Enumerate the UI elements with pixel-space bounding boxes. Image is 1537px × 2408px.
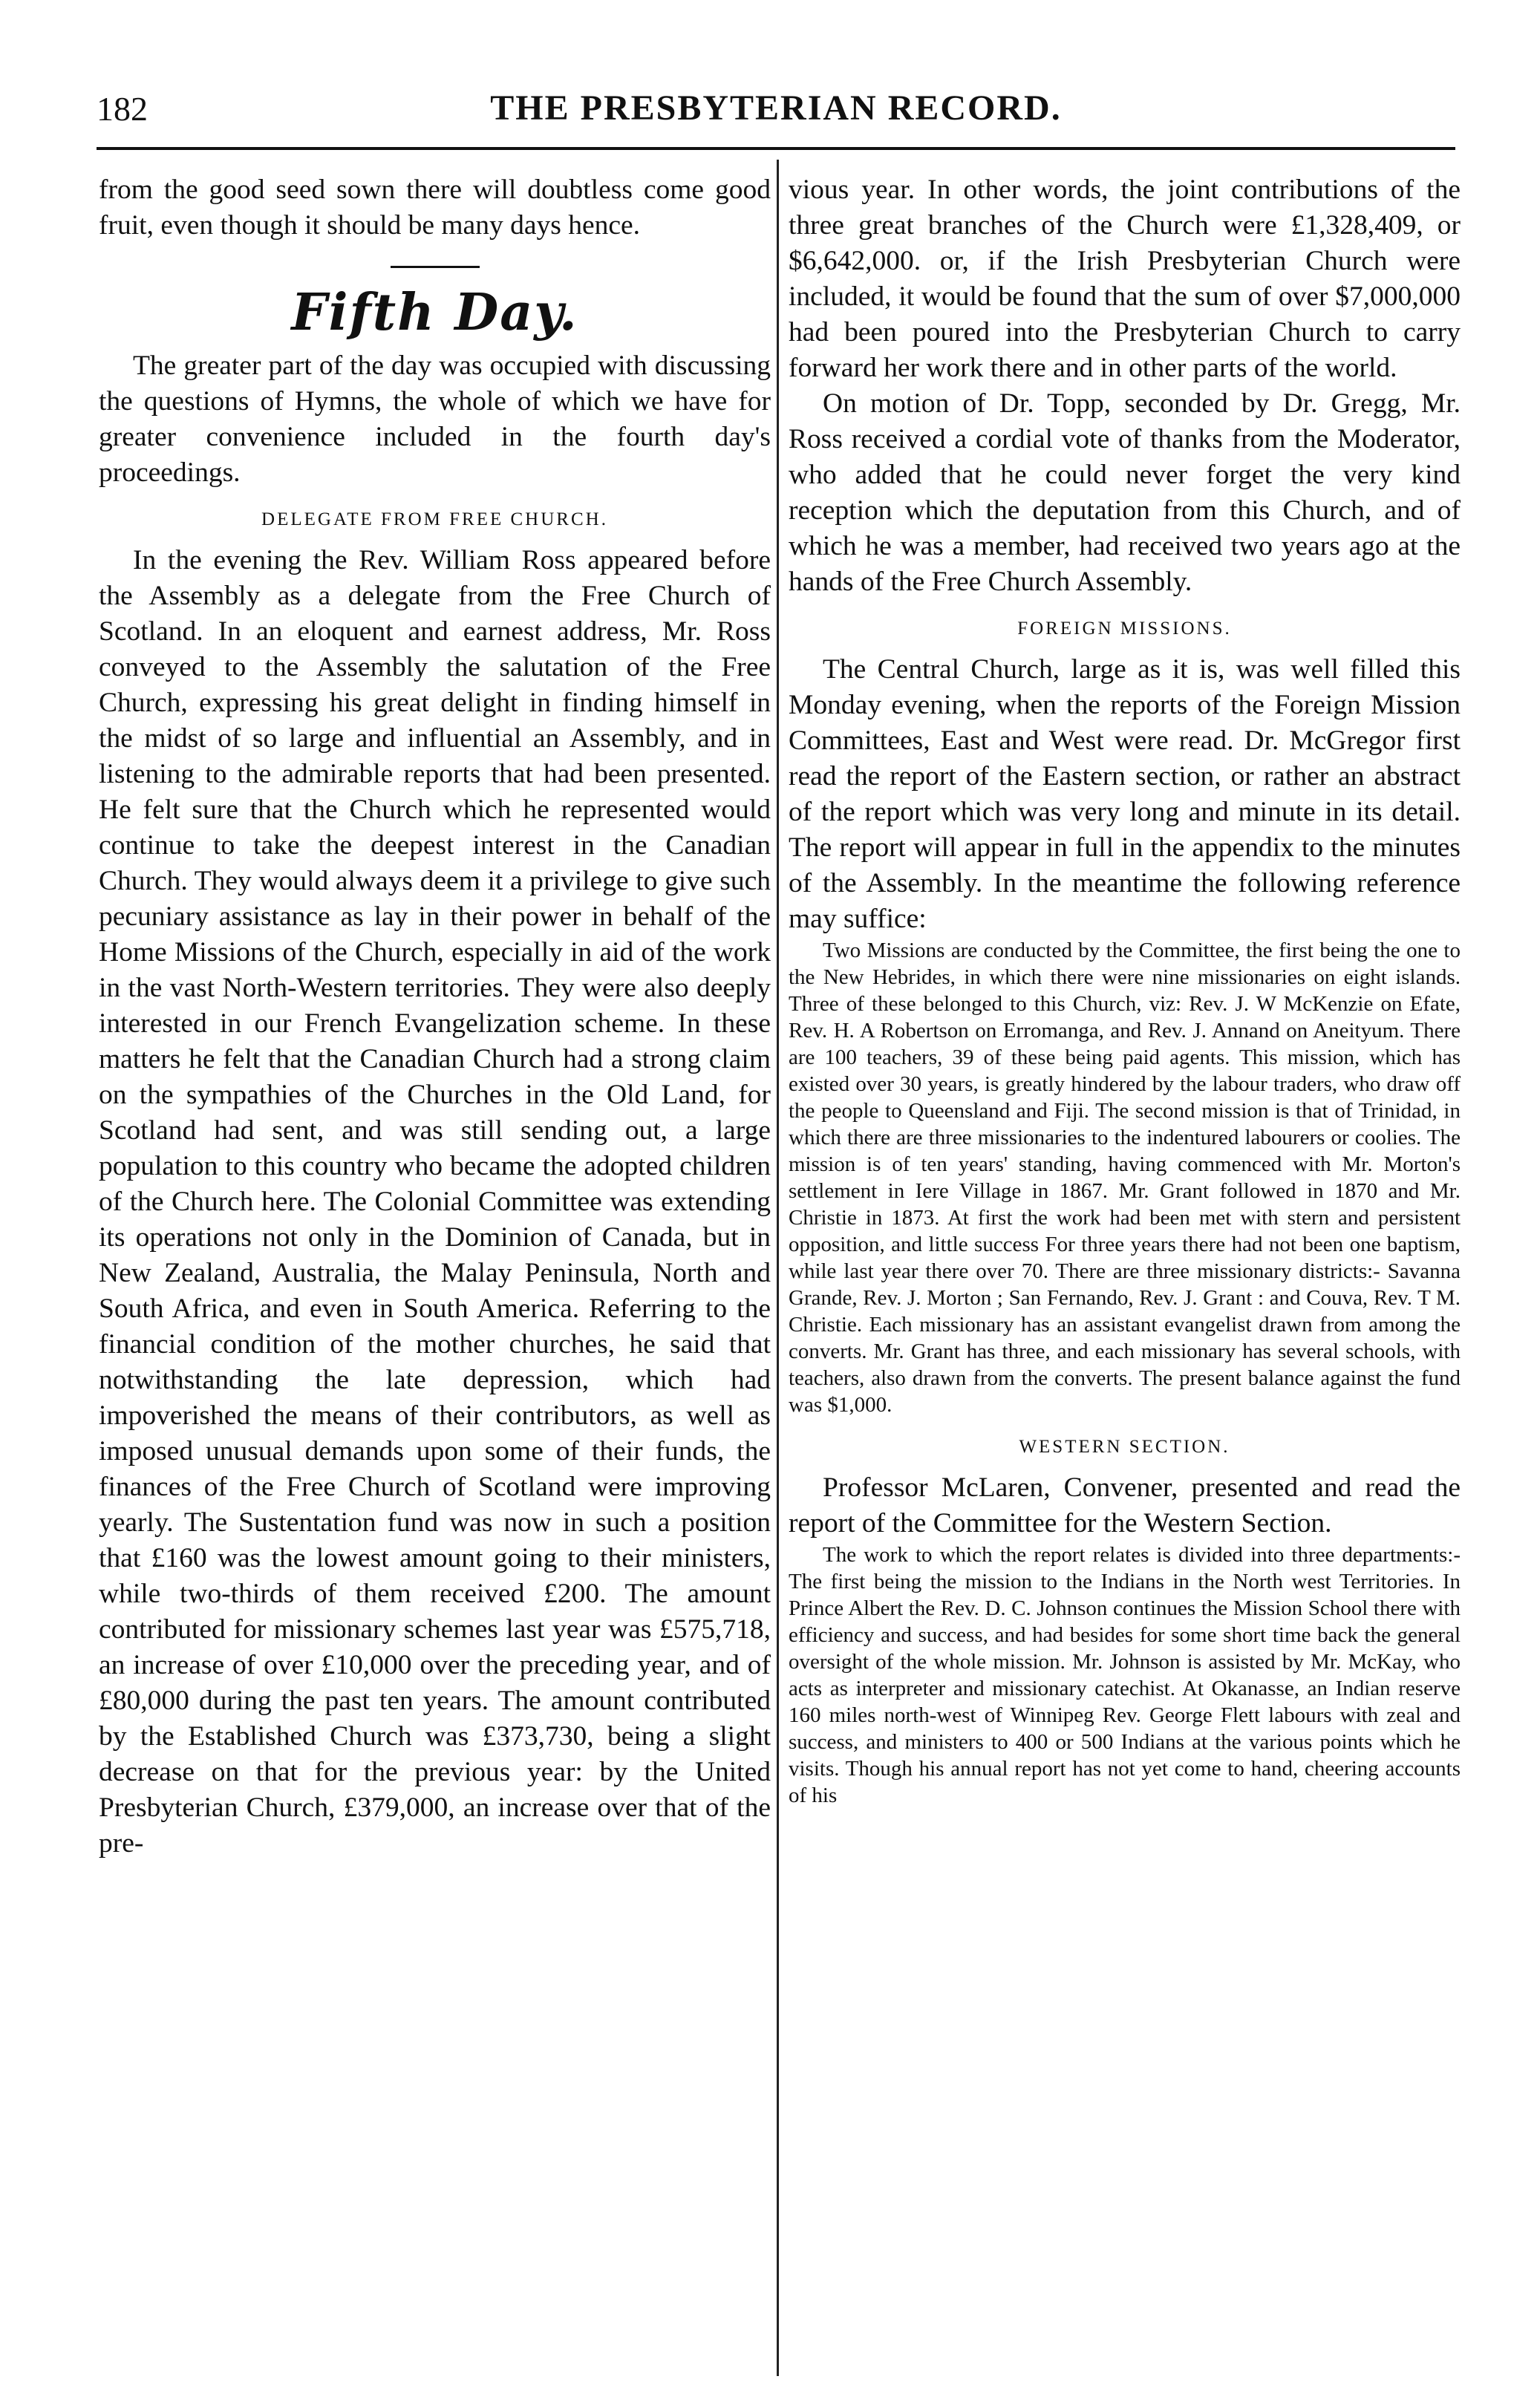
eastern-section-extract: Two Missions are conducted by the Committee, the first being the one to the New Hebrides, in which there were nine missionaries on eight islands. Three of these belonged to this Church, viz: Rev. J. W McKenzie on Efate, Rev. H. A Robertson on Erromanga, and Rev. J. Annand on Aneityum. There are 100 teachers, 39 of these being paid agents. This mission, which has existed over 30 years, is greatly hindered by the labour traders, who draw off the people to Queensland and Fiji. The second mission is that of Trinidad, in which there are three missionaries to the indentured labourers or coolies. The mission is of ten years' standing, having commenced with Mr. Morton's settlement in Iere Village in 1867. Mr. Grant followed in 1870 and Mr. Christie in 1873. At first the work had been met with stern and persistent opposition, and little success For three years there had not been one baptism, while last year there over 70. There are three missionary districts:- Savanna Grande, Rev. J. Morton ; San Fernando, Rev. J. Grant : and Couva, Rev. T M. Christie. Each missionary has an assistant evangelist drawn from among the converts. Mr. Grant has three, and each missionary has several schools, with teachers, also drawn from the converts. The present balance against the fund was $1,000. [789, 939, 1461, 1417]
continued-paragraph: vious year. In other words, the joint contributions of the three great branches of the Church were £1,328,409, or $6,642,000. or, if the Irish Presbyterian Church were included, it would be found that the sum of over $7,000,000 had been poured into the Presbyterian Church to carry forward her work there and in other parts of the world. [789, 174, 1461, 383]
foreign-missions-paragraph: The Central Church, large as it is, was well filled this Monday evening, when the reports of the Foreign Mission Committees, East and West were read. Dr. McGregor first read the report of the Eastern section, or rather an abstract of the report which was very long and minute in its detail. The report will appear in full in the appendix to the minutes of the Assembly. In the meantime the following reference may suffice: [789, 654, 1461, 934]
page-number: 182 [97, 90, 148, 128]
running-title: THE PRESBYTERIAN RECORD. [490, 88, 1062, 128]
left-column [99, 172, 771, 1862]
section-rule [391, 266, 480, 268]
page-header [97, 82, 1455, 141]
delegate-paragraph: In the evening the Rev. William Ross appeared before the Assembly as a delegate from the Free Church of Scotland. In an eloquent and earnest address, Mr. Ross conveyed to the Assembly the salutation of the Free Church, expressing his great delight in finding himself in the midst of so large and influential an Assembly, and in listening to the admirable reports that had been presented. He felt sure that the Church which he represented would continue to take the deepest interest in the Canadian Church. They would always deem it a privilege to give such pecuniary assistance as lay in their power in behalf of the Home Missions of the Church, especially in aid of the work in the vast North-Western territories. They were also deeply interested in our French Evangelization scheme. In these matters he felt that the Canadian Church had a strong claim on the sympathies of the Churches in the Old Land, for Scotland had sent, and was still sending out, a large population to this country who became the adopted children of the Church here. The Colonial Committee was extending its operations not only in the Dominion of Canada, but in New Zealand, Australia, the Malay Peninsula, North and South Africa, and even in South America. Referring to the financial condition of the mother churches, he said that notwithstanding the late depression, which had impoverished the means of their contributors, as well as imposed unusual demands upon some of their funds, the finances of the Free Church of Scotland were improving yearly. The Sustentation fund was now in such a position that £160 was the lowest amount going to their ministers, while two-thirds of them received £200. The amount contributed for missionary schemes last year was £575,718, an increase of over £10,000 over the preceding year, and of £80,000 during the past ten years. The amount contributed by the Established Church was £373,730, being a slight decrease on that for the previous year: by the United Presbyterian Church, £379,000, an increase over that of the pre- [99, 545, 771, 1859]
subhead-foreign-missions: FOREIGN MISSIONS. [1017, 619, 1232, 639]
subhead-delegate: DELEGATE FROM FREE CHURCH. [261, 509, 608, 529]
western-section-extract: The work to which the report relates is divided into three departments:- The first being the mission to the Indians in the North west Territories. In Prince Albert the Rev. D. C. Johnson continues the Mission School there with efficiency and success, and had besides for some short time back the general oversight of the whole mission. Mr. Johnson is assisted by Mr. McKay, who acts as interpreter and missionary catechist. At Okanasse, an Indian reserve 160 miles north-west of Winnipeg Rev. George Flett labours with zeal and success, and ministers to 400 or 500 Indians at the various points which he visits. Though his annual report has not yet come to hand, cheering accounts of his [789, 1543, 1461, 1807]
thanks-paragraph: On motion of Dr. Topp, seconded by Dr. Gregg, Mr. Ross received a cordial vote of thanks from the Moderator, who added that he could never forget the very kind reception which the deputation from this Church, and of which he was a member, had received two years ago at the hands of the Free Church Assembly. [789, 388, 1461, 597]
section-heading-fifth-day: Fifth Day. [291, 283, 578, 342]
fifth-day-paragraph: The greater part of the day was occupied with discussing the questions of Hymns, the whole of which we have for greater convenience included in the fourth day's proceedings. [99, 350, 771, 488]
right-column [789, 172, 1461, 1809]
subhead-western-section: WESTERN SECTION. [1019, 1437, 1230, 1457]
header-rule [97, 147, 1455, 150]
western-section-paragraph: Professor McLaren, Convener, presented and read the report of the Committee for the Western Section. [789, 1472, 1461, 1539]
opening-paragraph: from the good seed sown there will doubtless come good fruit, even though it should be many days hence. [99, 174, 771, 241]
column-divider [777, 160, 779, 2376]
